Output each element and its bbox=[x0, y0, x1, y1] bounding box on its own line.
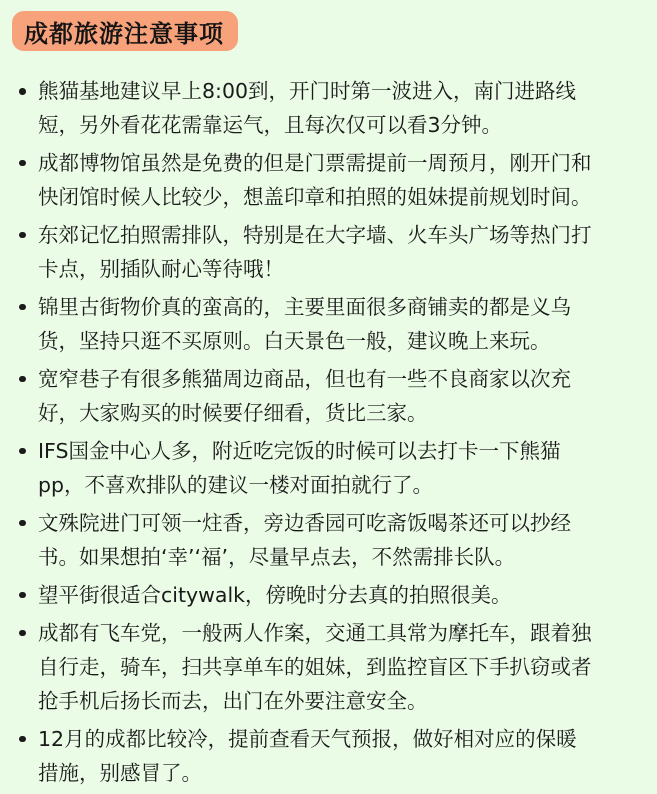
list-item bbox=[0, 74, 657, 143]
bullet-icon bbox=[19, 448, 26, 455]
item-text-line: 措施，别感冒了。 bbox=[38, 761, 202, 786]
item-text-line: 货，坚持只逛不买原则。白天景色一般，建议晚上来玩。 bbox=[38, 329, 551, 354]
item-text-line: 成都有飞车党，一般两人作案，交通工具常为摩托车，跟着独 bbox=[38, 620, 592, 645]
tips-list bbox=[0, 74, 657, 794]
item-text-line: 成都博物馆虽然是免费的但是门票需提前一周预月，刚开门和 bbox=[38, 150, 592, 175]
item-text-line: 东郊记忆拍照需排队，特别是在大字墙、火车头广场等热门打 bbox=[38, 222, 592, 247]
item-text-line: 锦里古街物价真的蛮高的，主要里面很多商铺卖的都是义乌 bbox=[38, 294, 571, 319]
item-text-line: 短，另外看花花需靠运气，且每次仅可以看3分钟。 bbox=[38, 113, 503, 138]
item-text-line: 12月的成都比较冷，提前查看天气预报，做好相对应的保暖 bbox=[38, 726, 577, 751]
item-text-line: pp，不喜欢排队的建议一楼对面拍就行了。 bbox=[38, 473, 434, 498]
bullet-icon bbox=[19, 520, 26, 527]
page-title: 成都旅游注意事项 bbox=[12, 11, 238, 51]
list-item bbox=[0, 362, 657, 431]
item-text-line: 卡点，别插队耐心等待哦！ bbox=[38, 257, 284, 282]
item-text-line: 快闭馆时候人比较少，想盖印章和拍照的姐妹提前规划时间。 bbox=[38, 185, 592, 210]
list-item bbox=[0, 616, 657, 719]
item-text-line: 抢手机后扬长而去，出门在外要注意安全。 bbox=[38, 689, 428, 714]
list-item bbox=[0, 218, 657, 287]
list-item bbox=[0, 290, 657, 359]
item-text-line: 文殊院进门可领一炷香，旁边香园可吃斋饭喝茶还可以抄经 bbox=[38, 510, 571, 535]
bullet-icon bbox=[19, 160, 26, 167]
list-item bbox=[0, 506, 657, 575]
item-text-line: 好，大家购买的时候要仔细看，货比三家。 bbox=[38, 401, 428, 426]
bullet-icon bbox=[19, 88, 26, 95]
list-item bbox=[0, 146, 657, 215]
list-item bbox=[0, 578, 657, 612]
bullet-icon bbox=[19, 630, 26, 637]
item-text-line: 宽窄巷子有很多熊猫周边商品，但也有一些不良商家以次充 bbox=[38, 366, 571, 391]
item-text-line: 自行走，骑车，扫共享单车的姐妹，到监控盲区下手扒窃或者 bbox=[38, 654, 592, 679]
bullet-icon bbox=[19, 376, 26, 383]
bullet-icon bbox=[19, 736, 26, 743]
bullet-icon bbox=[19, 304, 26, 311]
bullet-icon bbox=[19, 232, 26, 239]
bullet-icon bbox=[19, 592, 26, 599]
list-item bbox=[0, 722, 657, 791]
item-text-line: 书。如果想拍‘幸’‘福’，尽量早点去，不然需排长队。 bbox=[38, 545, 516, 570]
item-text-line: 熊猫基地建议早上8:00到，开门时第一波进入，南门进路线 bbox=[38, 79, 577, 103]
item-text-line: 望平街很适合citywalk，傍晚时分去真的拍照很美。 bbox=[38, 582, 512, 607]
list-item bbox=[0, 434, 657, 503]
item-text-line: IFS国金中心人多，附近吃完饭的时候可以去打卡一下熊猫 bbox=[38, 438, 561, 463]
